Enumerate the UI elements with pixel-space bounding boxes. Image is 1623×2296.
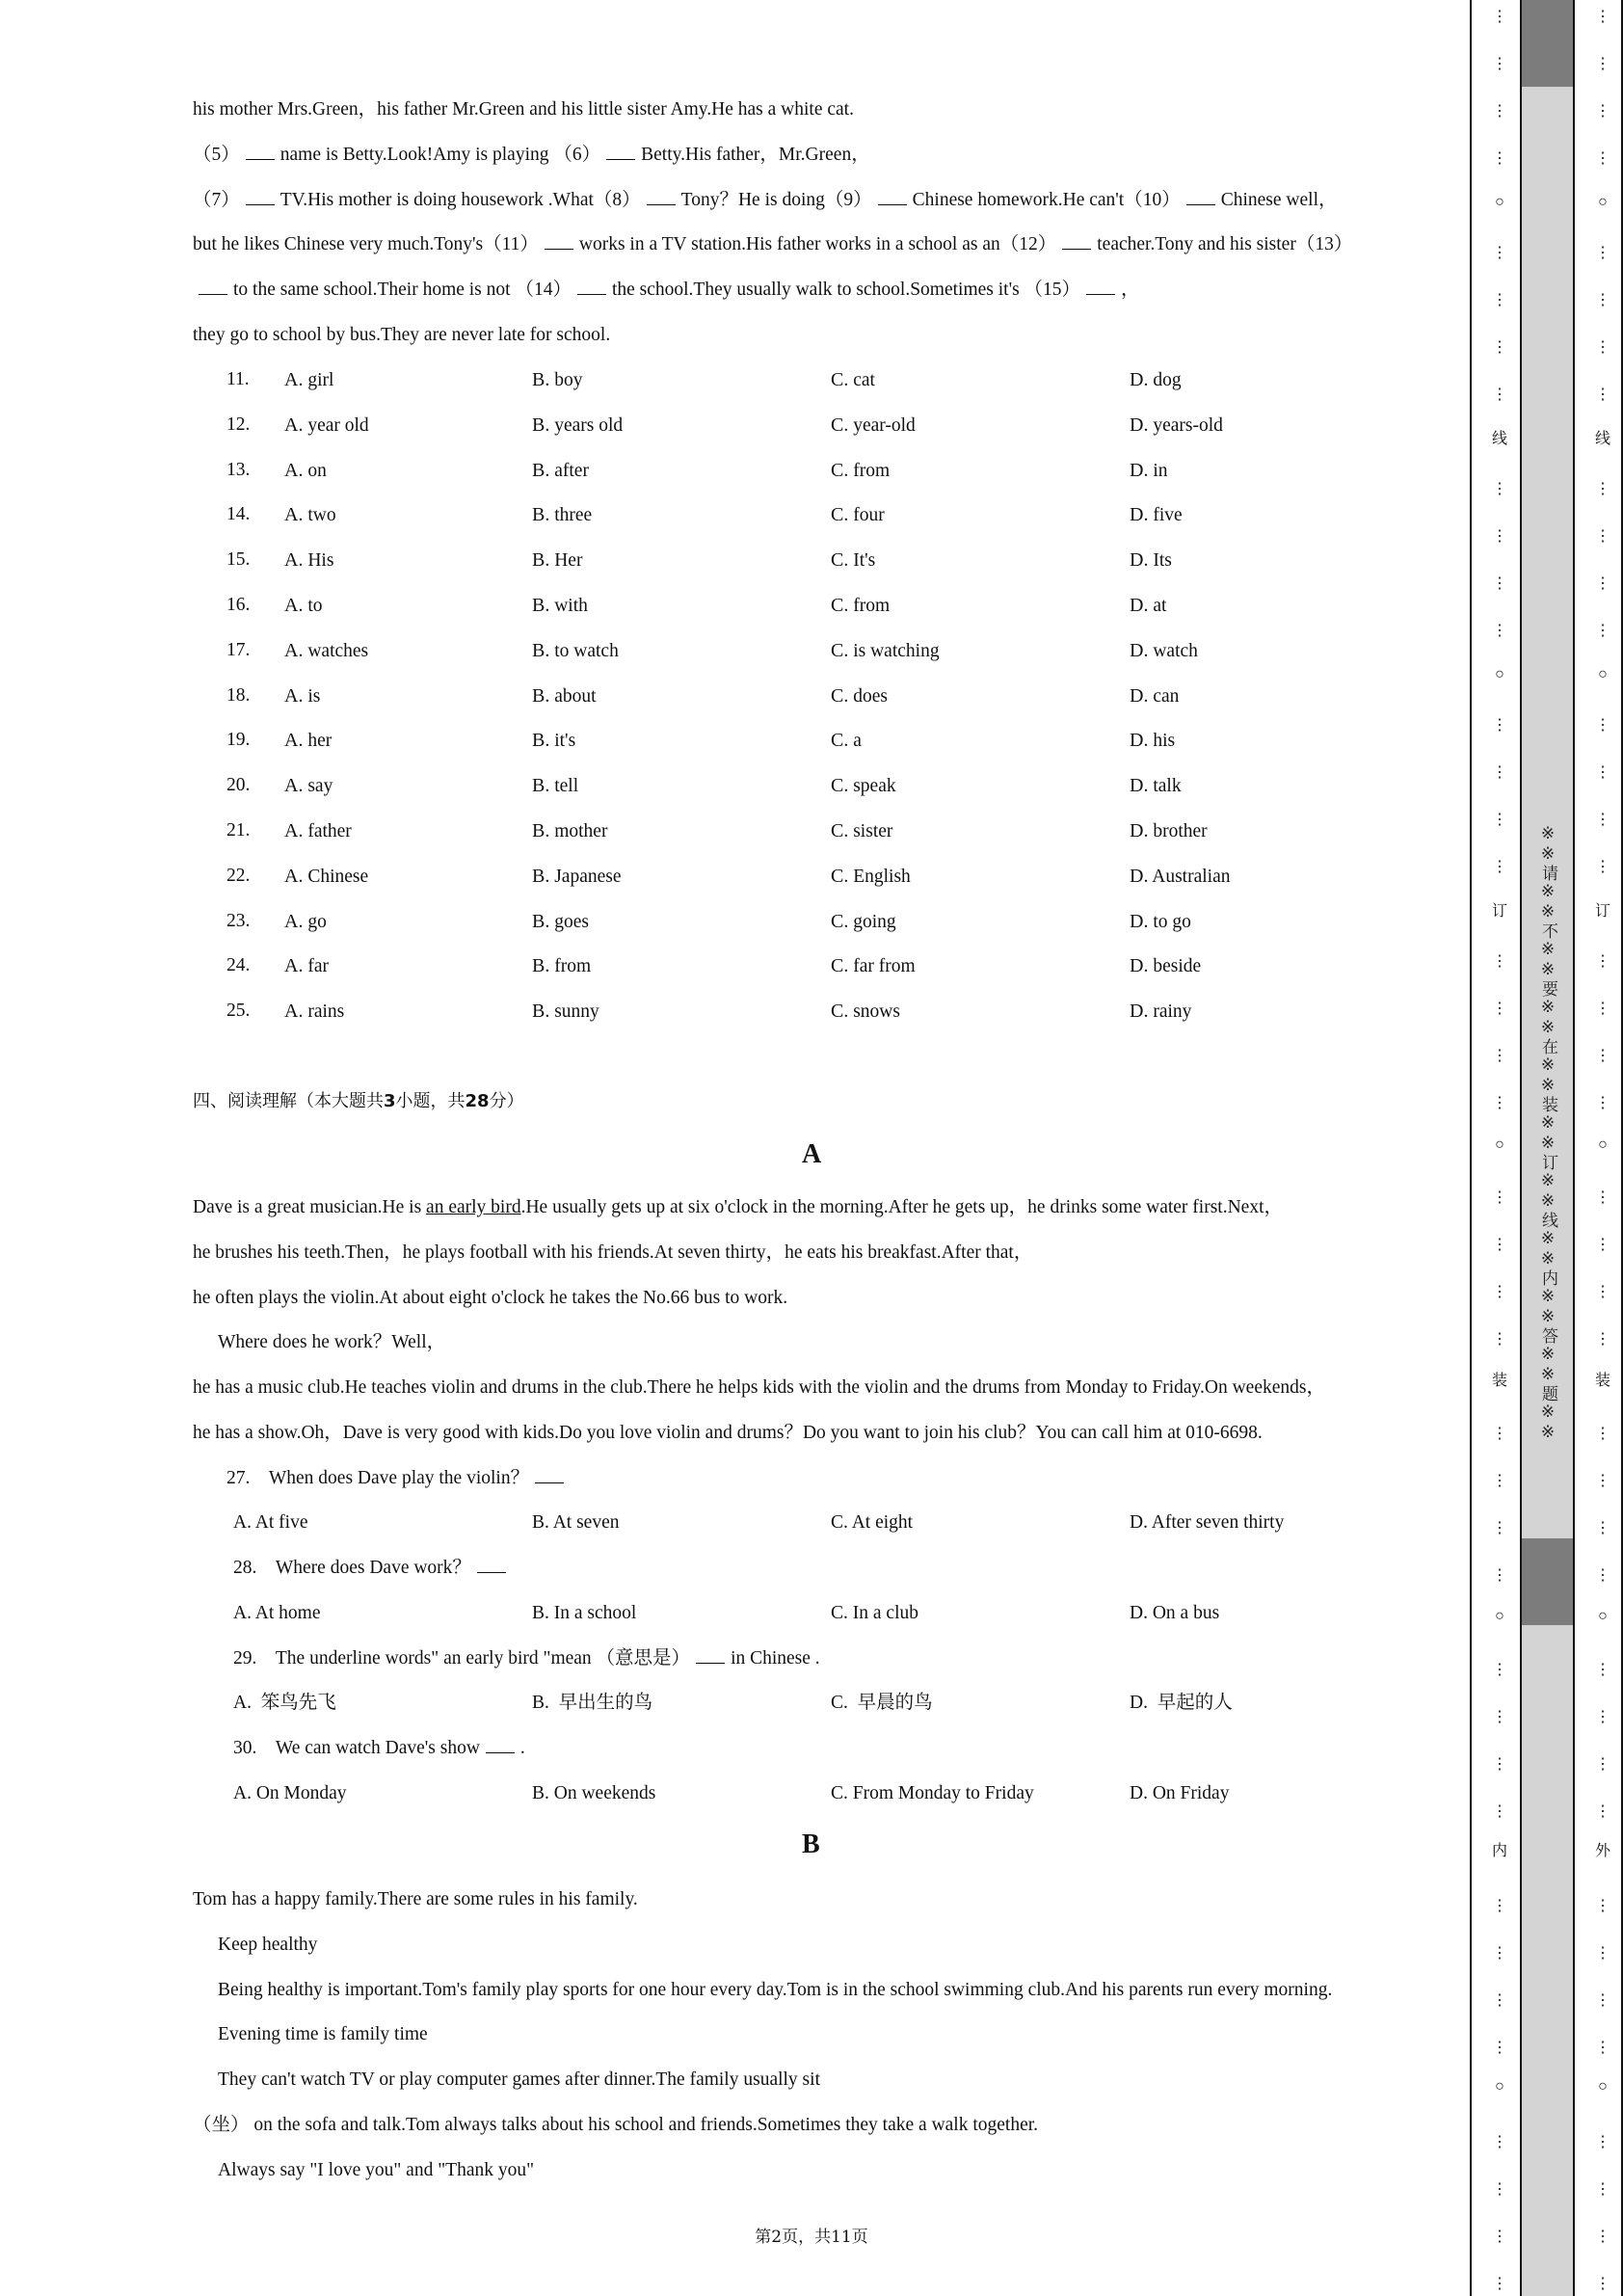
- circle-mark: ○: [1598, 1136, 1608, 1153]
- option-a: A. watches: [284, 639, 369, 661]
- question-number: 20.: [226, 775, 251, 796]
- cloze-option-row: [193, 594, 1465, 617]
- dot-mark: ⋮: [1595, 2134, 1610, 2150]
- passage-line: Where does he work？Well，: [218, 1332, 446, 1352]
- cloze-option-row: [193, 774, 1465, 797]
- cloze-option-row: [193, 459, 1465, 482]
- dot-mark: ⋮: [1595, 1945, 1610, 1962]
- dot-mark: ⋮: [1595, 1426, 1610, 1442]
- dot-mark: ⋮: [1595, 1756, 1610, 1773]
- option-d: D. five: [1130, 504, 1183, 526]
- question-number: 21.: [226, 820, 251, 841]
- option-d: D. years-old: [1130, 414, 1223, 436]
- option-b: B. boy: [532, 369, 583, 390]
- dot-mark: ⋮: [1595, 859, 1610, 875]
- question-options: [193, 1782, 1465, 1805]
- dot-mark: ⋮: [1595, 150, 1610, 167]
- dot-mark: ⋮: [1492, 1992, 1507, 2009]
- passage-line: Being healthy is important.Tom's family play sports for one hour every day.Tom is in the school swimming club.And his parents run every morning.: [218, 1980, 1333, 2000]
- option-a: A. go: [284, 910, 327, 932]
- dot-mark: ⋮: [1492, 764, 1507, 781]
- passage-line: （5） name is Betty.Look!Amy is playing （6） Betty.His father，Mr.Green，: [193, 145, 870, 165]
- option-b: B. about: [532, 684, 597, 707]
- circle-mark: ○: [1495, 1136, 1504, 1153]
- dot-mark: ⋮: [1492, 1426, 1507, 1442]
- dot-mark: ⋮: [1492, 1001, 1507, 1017]
- dot-mark: ⋮: [1492, 103, 1507, 120]
- option-b: B. with: [532, 595, 588, 616]
- dot-mark: ⋮: [1595, 9, 1610, 25]
- dot-mark: ⋮: [1492, 2181, 1507, 2198]
- option-c: C. year-old: [831, 414, 916, 436]
- option-d: D. On a bus: [1130, 1603, 1220, 1623]
- option-c: C. a: [831, 730, 862, 752]
- binding-label: 订: [1594, 901, 1610, 920]
- circle-mark: ○: [1495, 1608, 1504, 1624]
- passage-line: Tom has a happy family.There are some rules in his family.: [193, 1889, 638, 1909]
- dot-mark: ⋮: [1492, 859, 1507, 875]
- option-d: D. watch: [1130, 639, 1198, 661]
- dot-mark: ⋮: [1492, 2040, 1507, 2056]
- passage-line: he often plays the violin.At about eight o'clock he takes the No.66 bus to work.: [193, 1288, 788, 1308]
- dot-mark: ⋮: [1492, 528, 1507, 545]
- option-c: C. is watching: [831, 639, 940, 661]
- underlined-phrase: an early bird: [426, 1197, 521, 1217]
- dot-mark: ⋮: [1492, 717, 1507, 734]
- dot-mark: ⋮: [1492, 1662, 1507, 1678]
- circle-mark: ○: [1495, 194, 1504, 210]
- question-options: [193, 1602, 1465, 1625]
- option-d: D. brother: [1130, 820, 1208, 841]
- dot-mark: ⋮: [1492, 1803, 1507, 1820]
- option-c: C. snows: [831, 1001, 900, 1023]
- question-number: 11.: [226, 369, 250, 389]
- option-d: D. can: [1130, 684, 1180, 707]
- option-d: D. his: [1130, 730, 1176, 752]
- page-footer: 第2页，共11页: [755, 2228, 868, 2247]
- dot-mark: ⋮: [1595, 2181, 1610, 2198]
- circle-mark: ○: [1495, 2078, 1504, 2095]
- dot-mark: ⋮: [1595, 2040, 1610, 2056]
- dot-mark: ⋮: [1492, 812, 1507, 828]
- option-b: B. years old: [532, 414, 624, 436]
- option-b: B. from: [532, 955, 592, 977]
- option-b: B. tell: [532, 775, 579, 797]
- option-b: B. goes: [532, 910, 589, 932]
- circle-mark: ○: [1598, 2078, 1608, 2095]
- dot-mark: ⋮: [1595, 1567, 1610, 1584]
- option-c: C. going: [831, 910, 896, 932]
- option-b: B. sunny: [532, 1001, 599, 1023]
- option-b: B. to watch: [532, 639, 619, 661]
- option-d: D. in: [1130, 459, 1168, 481]
- option-c: C. It's: [831, 549, 876, 572]
- option-c: C. sister: [831, 820, 893, 841]
- question-number: 25.: [226, 1001, 251, 1022]
- dot-mark: ⋮: [1595, 1331, 1610, 1348]
- question-stem: 27. When does Dave play the violin？: [226, 1467, 570, 1490]
- dot-mark: ⋮: [1595, 1237, 1610, 1253]
- margin-border: [1470, 0, 1472, 2296]
- option-c: C. does: [831, 684, 888, 707]
- dot-mark: ⋮: [1595, 1662, 1610, 1678]
- dot-mark: ⋮: [1492, 575, 1507, 592]
- option-a: A. far: [284, 955, 329, 977]
- option-b: B. 早出生的鸟: [532, 1693, 653, 1713]
- binding-margin: [1469, 0, 1623, 2296]
- question-options: [193, 1692, 1465, 1715]
- option-b: B. At seven: [532, 1512, 620, 1533]
- option-a: A. to: [284, 595, 323, 616]
- passage-line: they go to school by bus.They are never late for school.: [193, 325, 611, 345]
- dot-mark: ⋮: [1492, 1473, 1507, 1489]
- option-c: C. English: [831, 865, 911, 887]
- dot-mark: ⋮: [1492, 1756, 1507, 1773]
- dot-mark: ⋮: [1595, 481, 1610, 497]
- dot-mark: ⋮: [1595, 1001, 1610, 1017]
- option-a: A. is: [284, 684, 321, 707]
- dot-mark: ⋮: [1492, 1709, 1507, 1725]
- dot-mark: ⋮: [1492, 623, 1507, 639]
- cloze-option-row: [193, 548, 1465, 572]
- option-a: A. on: [284, 459, 327, 481]
- passage-a-title: A: [802, 1139, 822, 1169]
- passage-line: Dave is a great musician.He is an early bird.He usually gets up at six o'clock in the morning.After he gets up，he drinks some water first.Next，: [193, 1197, 1283, 1217]
- cloze-option-row: [193, 1000, 1465, 1023]
- option-d: D. After seven thirty: [1130, 1512, 1285, 1533]
- question-stem: 28. Where does Dave work？: [233, 1557, 512, 1580]
- passage-line: Always say "I love you" and "Thank you": [218, 2160, 535, 2180]
- dot-mark: ⋮: [1595, 2229, 1610, 2245]
- option-b: B. after: [532, 459, 589, 481]
- question-stem: 30. We can watch Dave's show .: [233, 1738, 525, 1758]
- option-b: B. three: [532, 504, 593, 526]
- option-d: D. Australian: [1130, 865, 1231, 887]
- seal-block: [1522, 1538, 1573, 1625]
- passage-line: They can't watch TV or play computer games after dinner.The family usually sit: [218, 2069, 820, 2090]
- dot-mark: ⋮: [1492, 1331, 1507, 1348]
- dot-mark: ⋮: [1492, 292, 1507, 308]
- section-heading: 四、阅读理解（本大题共3小题，共28分）: [193, 1091, 524, 1111]
- dot-mark: ⋮: [1492, 1567, 1507, 1584]
- question-number: 12.: [226, 414, 251, 435]
- binding-label: 装: [1594, 1371, 1610, 1389]
- option-a: A. father: [284, 820, 352, 841]
- option-a: A. two: [284, 504, 336, 526]
- dot-mark: ⋮: [1595, 292, 1610, 308]
- option-d: D. 早起的人: [1130, 1693, 1233, 1713]
- question-stem: 29. The underline words" an early bird "mean （意思是） in Chinese .: [233, 1648, 820, 1669]
- dot-mark: ⋮: [1595, 764, 1610, 781]
- dot-mark: ⋮: [1595, 623, 1610, 639]
- circle-mark: ○: [1495, 666, 1504, 682]
- dot-mark: ⋮: [1595, 812, 1610, 828]
- option-a: A. 笨鸟先飞: [233, 1693, 336, 1713]
- dot-mark: ⋮: [1595, 1473, 1610, 1489]
- question-number: 14.: [226, 504, 251, 525]
- option-d: D. Its: [1130, 549, 1172, 572]
- dot-mark: ⋮: [1595, 953, 1610, 970]
- question-number: 13.: [226, 459, 251, 480]
- passage-line: he brushes his teeth.Then，he plays football with his friends.At seven thirty，he eats his breakfast.After that，: [193, 1242, 1033, 1263]
- binding-label: 订: [1491, 901, 1507, 920]
- dot-mark: ⋮: [1595, 1189, 1610, 1206]
- circle-mark: ○: [1598, 666, 1608, 682]
- cloze-option-row: [193, 414, 1465, 437]
- passage-line: （坐） on the sofa and talk.Tom always talks about his school and friends.Sometimes they take a walk together.: [193, 2115, 1039, 2135]
- cloze-option-row: [193, 684, 1465, 707]
- option-d: D. dog: [1130, 369, 1182, 390]
- dot-mark: ⋮: [1595, 56, 1610, 72]
- option-b: B. Her: [532, 549, 583, 572]
- dot-mark: ⋮: [1595, 245, 1610, 261]
- option-d: D. beside: [1130, 955, 1202, 977]
- option-b: B. mother: [532, 820, 608, 841]
- binding-label: 线: [1491, 429, 1507, 447]
- question-number: 19.: [226, 730, 251, 751]
- option-c: C. cat: [831, 369, 875, 390]
- dot-mark: ⋮: [1492, 1189, 1507, 1206]
- inner-dots-column: [1480, 0, 1519, 2296]
- option-c: C. from: [831, 459, 891, 481]
- seal-warning-text: ※※请※※不※※要※※在※※装※※订※※线※※内※※答※※题※※: [1538, 824, 1557, 1443]
- dot-mark: ⋮: [1492, 1520, 1507, 1536]
- dot-mark: ⋮: [1595, 575, 1610, 592]
- option-c: C. four: [831, 504, 885, 526]
- option-b: B. On weekends: [532, 1783, 656, 1803]
- option-d: D. at: [1130, 595, 1167, 616]
- dot-mark: ⋮: [1492, 339, 1507, 356]
- dot-mark: ⋮: [1595, 1992, 1610, 2009]
- dot-mark: ⋮: [1492, 1048, 1507, 1064]
- option-a: A. year old: [284, 414, 369, 436]
- dot-mark: ⋮: [1492, 2276, 1507, 2292]
- dot-mark: ⋮: [1595, 2276, 1610, 2292]
- passage-line: but he likes Chinese very much.Tony's（11） works in a TV station.His father works in a school as an（12） teacher.Tony and his sister（13）: [193, 234, 1353, 254]
- option-b: B. Japanese: [532, 865, 622, 887]
- binding-label: 外: [1594, 1841, 1610, 1859]
- option-d: D. On Friday: [1130, 1783, 1230, 1803]
- option-a: A. His: [284, 549, 334, 572]
- option-a: A. At five: [233, 1512, 308, 1533]
- option-c: C. from: [831, 595, 891, 616]
- question-number: 16.: [226, 595, 251, 615]
- option-a: A. On Monday: [233, 1783, 347, 1803]
- option-c: C. far from: [831, 955, 916, 977]
- option-c: C. From Monday to Friday: [831, 1783, 1034, 1803]
- dot-mark: ⋮: [1492, 245, 1507, 261]
- dot-mark: ⋮: [1492, 1237, 1507, 1253]
- passage-line: he has a show.Oh，Dave is very good with kids.Do you love violin and drums？Do you want to join his club？You can call him at 010-6698.: [193, 1423, 1263, 1443]
- option-a: A. say: [284, 775, 333, 797]
- dot-mark: ⋮: [1492, 56, 1507, 72]
- passage-line: Evening time is family time: [218, 2024, 428, 2044]
- passage-line: to the same school.Their home is not （14） the school.They usually walk to school.Sometimes it's （15） ，: [193, 279, 1140, 302]
- dot-mark: ⋮: [1492, 1284, 1507, 1300]
- cloze-option-row: [193, 729, 1465, 752]
- dot-mark: ⋮: [1492, 481, 1507, 497]
- dot-mark: ⋮: [1492, 2229, 1507, 2245]
- option-b: B. it's: [532, 730, 576, 752]
- question-number: 17.: [226, 639, 251, 660]
- margin-border: [1573, 0, 1575, 2296]
- dot-mark: ⋮: [1595, 103, 1610, 120]
- cloze-option-row: [193, 503, 1465, 526]
- dot-mark: ⋮: [1595, 717, 1610, 734]
- dot-mark: ⋮: [1595, 1898, 1610, 1914]
- dot-mark: ⋮: [1492, 9, 1507, 25]
- option-c: C. In a club: [831, 1603, 918, 1623]
- passage-line: his mother Mrs.Green，his father Mr.Green and his little sister Amy.He has a white cat.: [193, 99, 854, 120]
- dot-mark: ⋮: [1492, 387, 1507, 403]
- passage-line: （7） TV.His mother is doing housework .What（8） Tony？He is doing（9） Chinese homework.He can't（10） Chinese well，: [193, 190, 1338, 210]
- option-a: A. girl: [284, 369, 334, 390]
- option-a: A. Chinese: [284, 865, 369, 887]
- option-a: A. her: [284, 730, 333, 752]
- binding-label: 内: [1491, 1841, 1507, 1859]
- cloze-option-row: [193, 910, 1465, 933]
- passage-line: Keep healthy: [218, 1935, 318, 1955]
- dot-mark: ⋮: [1595, 1048, 1610, 1064]
- cloze-option-row: [193, 639, 1465, 662]
- dot-mark: ⋮: [1595, 1095, 1610, 1111]
- option-b: B. In a school: [532, 1603, 637, 1623]
- circle-mark: ○: [1598, 1608, 1608, 1624]
- option-c: C. 早晨的鸟: [831, 1693, 933, 1713]
- cloze-option-row: [193, 954, 1465, 977]
- question-options: [193, 1511, 1465, 1535]
- dot-mark: ⋮: [1595, 1284, 1610, 1300]
- binding-label: 线: [1594, 429, 1610, 447]
- option-c: C. speak: [831, 775, 896, 797]
- dot-mark: ⋮: [1492, 2134, 1507, 2150]
- dot-mark: ⋮: [1492, 1898, 1507, 1914]
- seal-block: [1522, 0, 1573, 87]
- option-a: A. At home: [233, 1603, 321, 1623]
- question-number: 22.: [226, 865, 251, 886]
- option-d: D. to go: [1130, 910, 1191, 932]
- question-number: 23.: [226, 910, 251, 931]
- dot-mark: ⋮: [1492, 1095, 1507, 1111]
- cloze-option-row: [193, 368, 1465, 391]
- passage-line: he has a music club.He teaches violin and drums in the club.There he helps kids with the violin and the drums from Monday to Friday.On weekends，: [193, 1377, 1325, 1398]
- dot-mark: ⋮: [1595, 1709, 1610, 1725]
- question-number: 18.: [226, 684, 251, 706]
- cloze-option-row: [193, 865, 1465, 888]
- option-d: D. rainy: [1130, 1001, 1192, 1023]
- dot-mark: ⋮: [1492, 953, 1507, 970]
- dot-mark: ⋮: [1595, 339, 1610, 356]
- dot-mark: ⋮: [1595, 1520, 1610, 1536]
- dot-mark: ⋮: [1595, 1803, 1610, 1820]
- outer-dots-column: [1583, 0, 1622, 2296]
- option-a: A. rains: [284, 1001, 345, 1023]
- option-d: D. talk: [1130, 775, 1182, 797]
- question-number: 24.: [226, 955, 251, 976]
- dot-mark: ⋮: [1595, 528, 1610, 545]
- binding-label: 装: [1491, 1371, 1507, 1389]
- cloze-option-row: [193, 819, 1465, 842]
- question-number: 15.: [226, 549, 251, 571]
- option-c: C. At eight: [831, 1512, 914, 1533]
- dot-mark: ⋮: [1595, 387, 1610, 403]
- circle-mark: ○: [1598, 194, 1608, 210]
- passage-b-title: B: [802, 1829, 820, 1859]
- dot-mark: ⋮: [1492, 150, 1507, 167]
- dot-mark: ⋮: [1492, 1945, 1507, 1962]
